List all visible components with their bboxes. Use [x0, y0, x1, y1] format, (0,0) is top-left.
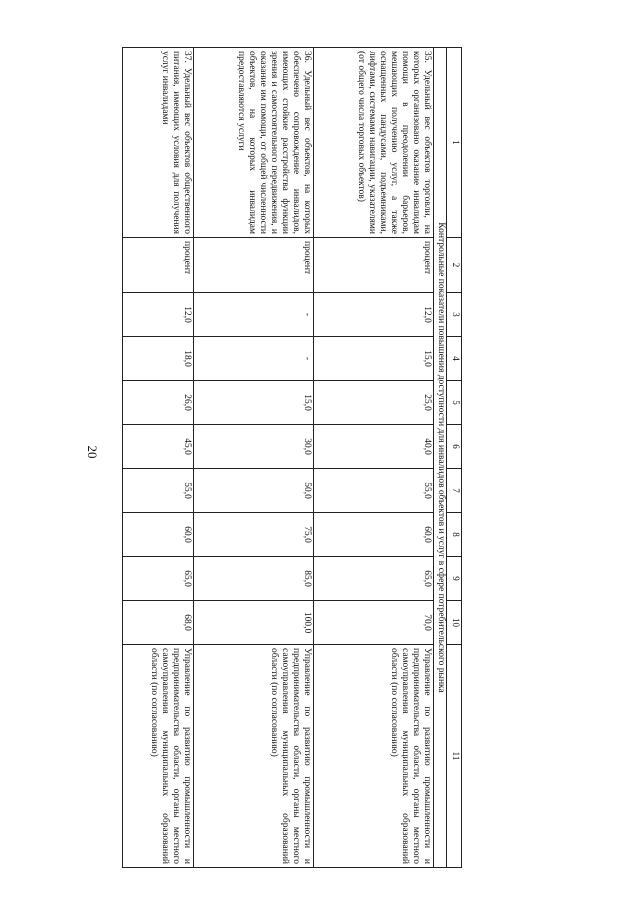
column-header: 10	[447, 601, 462, 645]
column-header: 3	[447, 293, 462, 337]
value-cell: 68,0	[123, 601, 194, 645]
value-cell: 45,0	[123, 425, 194, 469]
value-cell: 65,0	[123, 557, 194, 601]
value-cell: 55,0	[123, 469, 194, 513]
indicator-cell: 35. Удельный вес объектов торговли, на которых организовано оказание инвалидам помощи в преодолении барьеров, мешающих получению услуг, а также оснащенных пандусами, подъемниками, лифтами, системами навигации, указателями (от общего числа торговых объектов)	[313, 48, 433, 238]
column-header: 7	[447, 469, 462, 513]
page-number: 20	[85, 445, 100, 459]
value-cell: 60,0	[123, 513, 194, 557]
rotated-table-wrapper	[122, 47, 462, 867]
column-header: 9	[447, 557, 462, 601]
column-header: 4	[447, 337, 462, 381]
value-cell: 26,0	[123, 381, 194, 425]
section-title-row	[434, 48, 447, 868]
column-number-row	[447, 48, 462, 868]
value-cell: 15,0	[313, 337, 433, 381]
value-cell: 12,0	[123, 293, 194, 337]
indicators-table	[122, 47, 462, 868]
table-row	[313, 48, 433, 868]
indicator-cell: 36. Удельный вес объектов, на которых обеспечено сопровождение инвалидов, имеющих стойкие расстройства функции зрения и самостоятельного передвижения, и оказание им помощи, от общей численности объектов, на которых инвалидам предоставляются услуги	[193, 48, 313, 238]
value-cell: 18,0	[123, 337, 194, 381]
value-cell: 50,0	[193, 469, 313, 513]
value-cell: 65,0	[313, 557, 433, 601]
column-header: 11	[447, 645, 462, 868]
value-cell: 55,0	[313, 469, 433, 513]
value-cell: 25,0	[313, 381, 433, 425]
value-cell: 70,0	[313, 601, 433, 645]
value-cell: 30,0	[193, 425, 313, 469]
table-row	[193, 48, 313, 868]
responsible-cell: Управление по развитию промышленности и предпринимательства области, органы местного самоуправления муниципальных образований области (по согласованию)	[123, 645, 194, 868]
value-cell: 40,0	[313, 425, 433, 469]
unit-cell: процент	[123, 238, 194, 293]
responsible-cell: Управление по развитию промышленности и предпринимательства области, органы местного самоуправления муниципальных образований области (по согласованию)	[313, 645, 433, 868]
unit-cell: процент	[193, 238, 313, 293]
column-header: 8	[447, 513, 462, 557]
unit-cell: процент	[313, 238, 433, 293]
value-cell: 75,0	[193, 513, 313, 557]
value-cell: 15,0	[193, 381, 313, 425]
value-cell: -	[193, 293, 313, 337]
column-header: 1	[447, 48, 462, 238]
value-cell: -	[193, 337, 313, 381]
table-container	[122, 47, 462, 867]
column-header: 5	[447, 381, 462, 425]
indicator-cell: 37. Удельный вес объектов общественного питания, имеющих условия для получения услуг инвалидами	[123, 48, 194, 238]
value-cell: 100,0	[193, 601, 313, 645]
table-row	[123, 48, 194, 868]
column-header: 6	[447, 425, 462, 469]
value-cell: 60,0	[313, 513, 433, 557]
column-header: 2	[447, 238, 462, 293]
section-title: Контрольные показатели повышения доступности для инвалидов объектов и услуг в сфере потребительского рынка	[434, 48, 447, 868]
value-cell: 12,0	[313, 293, 433, 337]
value-cell: 85,0	[193, 557, 313, 601]
responsible-cell: Управление по развитию промышленности и предпринимательства области, органы местного самоуправления муниципальных образований области (по согласованию)	[193, 645, 313, 868]
